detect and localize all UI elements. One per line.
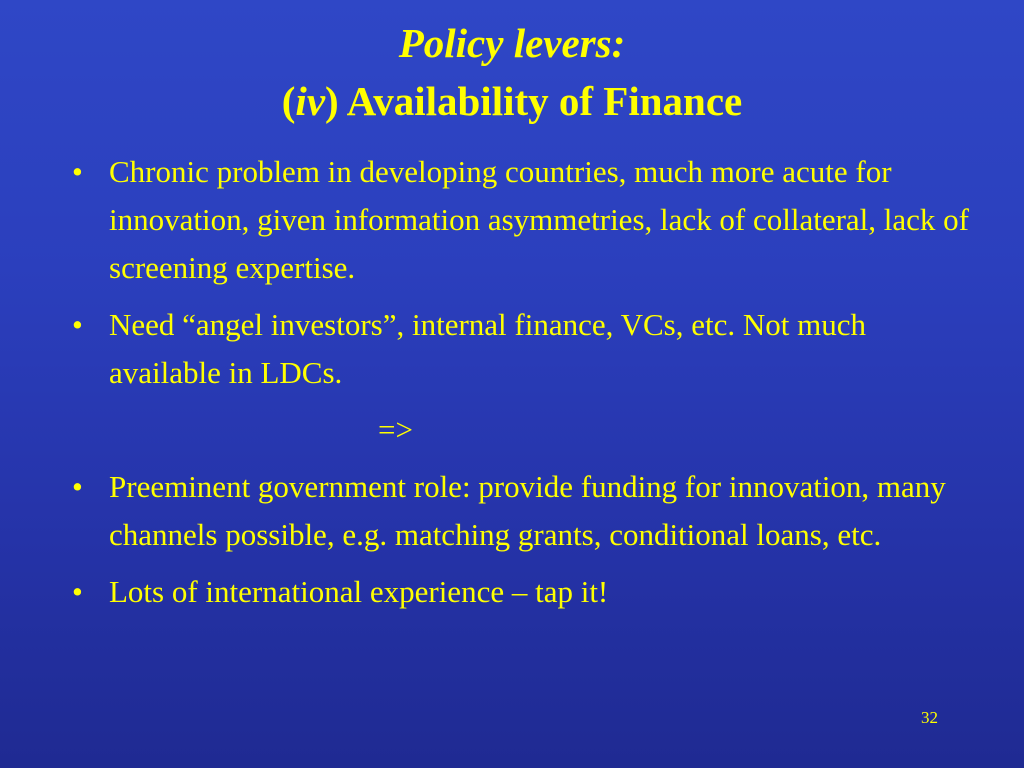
- title-line-1: Policy levers:: [398, 20, 626, 66]
- bullet-icon: •: [72, 307, 83, 342]
- bullet-text: Preeminent government role: provide funding for innovation, many channels possible, e.g. matching grants, conditional loans, etc.: [109, 469, 946, 552]
- bullet-item: [70, 148, 970, 292]
- title-line-2: [0, 72, 1024, 130]
- bullet-item: [70, 568, 970, 616]
- bullet-item: [70, 463, 970, 559]
- bullet-icon: •: [72, 469, 83, 504]
- bullet-text: Need “angel investors”, internal finance, VCs, etc. Not much available in LDCs.: [109, 307, 866, 390]
- bullet-list: [70, 148, 970, 625]
- bullet-text: Lots of international experience – tap it!: [109, 574, 609, 609]
- slide-title: [0, 14, 1024, 130]
- slide-number: 32: [921, 708, 938, 727]
- bullet-text: Chronic problem in developing countries, much more acute for innovation, given information asymmetries, lack of collateral, lack of screening expertise.: [109, 154, 969, 285]
- bullet-icon: •: [72, 154, 83, 189]
- bullet-icon: •: [72, 574, 83, 609]
- title-paren-open: (: [281, 78, 296, 124]
- title-heading-text: ) Availability of Finance: [325, 78, 743, 124]
- implication-arrow: =>: [378, 412, 413, 447]
- bullet-item: [70, 301, 970, 397]
- title-roman-numeral: iv: [295, 78, 326, 124]
